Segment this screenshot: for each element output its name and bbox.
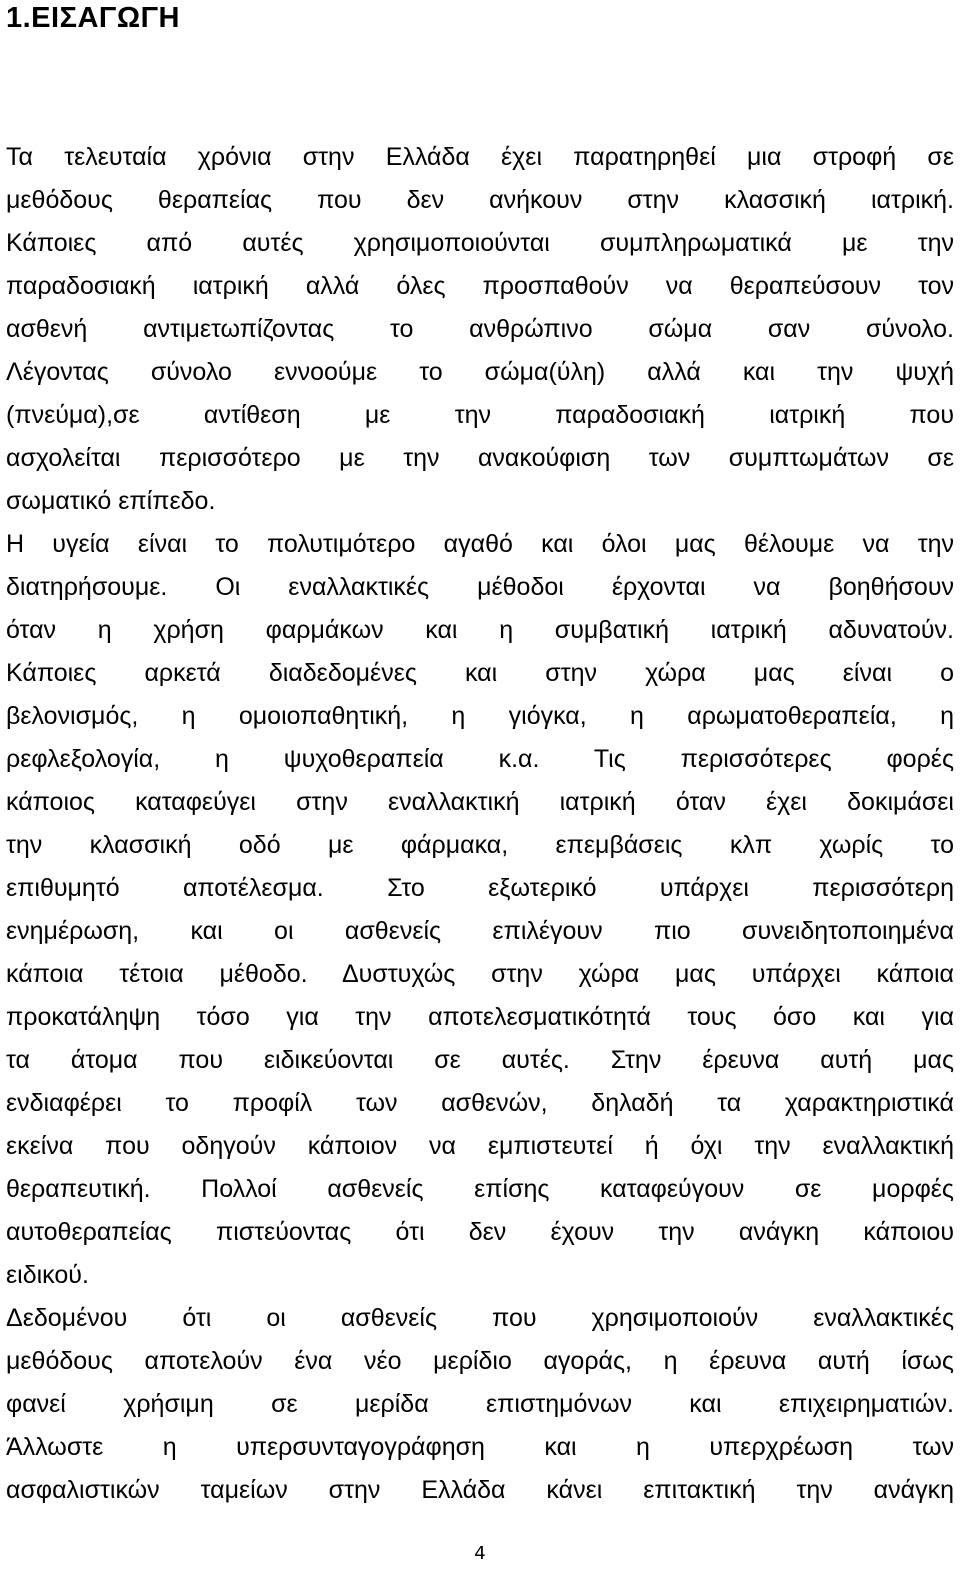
text-line: Δεδομένου ότι οι ασθενείς που χρησιμοποιούν εναλλακτικές	[6, 1304, 954, 1332]
section-heading: 1.ΕΙΣΑΓΩΓΗ	[6, 2, 180, 34]
text-line: αυτοθεραπείας πιστεύοντας ότι δεν έχουν την ανάγκη κάποιου	[6, 1218, 954, 1246]
text-line: ρεφλεξολογία, η ψυχοθεραπεία κ.α. Τις περισσότερες φορές	[6, 745, 954, 773]
text-line: παραδοσιακή ιατρική αλλά όλες προσπαθούν να θεραπεύσουν τον	[6, 272, 954, 300]
text-line: ειδικού.	[6, 1261, 89, 1289]
text-line: τα άτομα που ειδικεύονται σε αυτές. Στην έρευνα αυτή μας	[6, 1046, 954, 1074]
text-line: σωματικό επίπεδο.	[6, 487, 216, 515]
text-line: Κάποιες αρκετά διαδεδομένες και στην χώρα μας είναι ο	[6, 659, 954, 687]
text-line: βελονισμός, η ομοιοπαθητική, η γιόγκα, η αρωματοθεραπεία, η	[6, 702, 954, 730]
text-line: επιθυμητό αποτέλεσμα. Στο εξωτερικό υπάρχει περισσότερη	[6, 874, 954, 902]
text-line: διατηρήσουμε. Οι εναλλακτικές μέθοδοι έρχονται να βοηθήσουν	[6, 573, 954, 601]
text-line: ασχολείται περισσότερο με την ανακούφιση των συμπτωμάτων σε	[6, 444, 954, 472]
text-line: μεθόδους θεραπείας που δεν ανήκουν στην κλασσική ιατρική.	[6, 186, 954, 214]
text-line: φανεί χρήσιμη σε μερίδα επιστημόνων και επιχειρηματιών.	[6, 1390, 954, 1418]
text-line: Άλλωστε η υπερσυνταγογράφηση και η υπερχρέωση των	[6, 1433, 954, 1461]
text-line: (πνεύμα),σε αντίθεση με την παραδοσιακή ιατρική που	[6, 401, 954, 429]
text-line: θεραπευτική. Πολλοί ασθενείς επίσης καταφεύγουν σε μορφές	[6, 1175, 954, 1203]
text-line: κάποια τέτοια μέθοδο. Δυστυχώς στην χώρα μας υπάρχει κάποια	[6, 960, 954, 988]
text-line: όταν η χρήση φαρμάκων και η συμβατική ιατρική αδυνατούν.	[6, 616, 954, 644]
text-line: ενημέρωση, και οι ασθενείς επιλέγουν πιο συνειδητοποιημένα	[6, 917, 954, 945]
body-text	[6, 136, 954, 1512]
text-line: την κλασσική οδό με φάρμακα, επεμβάσεις κλπ χωρίς το	[6, 831, 954, 859]
text-line: ασφαλιστικών ταμείων στην Ελλάδα κάνει επιτακτική την ανάγκη	[6, 1476, 954, 1504]
text-line: Η υγεία είναι το πολυτιμότερο αγαθό και όλοι μας θέλουμε να την	[6, 530, 954, 558]
text-line: ασθενή αντιμετωπίζοντας το ανθρώπινο σώμα σαν σύνολο.	[6, 315, 954, 343]
text-line: προκατάληψη τόσο για την αποτελεσματικότητά τους όσο και για	[6, 1003, 954, 1031]
text-line: εκείνα που οδηγούν κάποιον να εμπιστευτεί ή όχι την εναλλακτική	[6, 1132, 954, 1160]
text-line: μεθόδους αποτελούν ένα νέο μερίδιο αγοράς, η έρευνα αυτή ίσως	[6, 1347, 954, 1375]
page-number: 4	[474, 1543, 486, 1564]
text-line: ενδιαφέρει το προφίλ των ασθενών, δηλαδή τα χαρακτηριστικά	[6, 1089, 954, 1117]
text-line: κάποιος καταφεύγει στην εναλλακτική ιατρική όταν έχει δοκιμάσει	[6, 788, 954, 816]
text-line: Κάποιες από αυτές χρησιμοποιούνται συμπληρωματικά με την	[6, 229, 954, 257]
text-line: Τα τελευταία χρόνια στην Ελλάδα έχει παρατηρηθεί μια στροφή σε	[6, 143, 954, 171]
text-line: Λέγοντας σύνολο εννοούμε το σώμα(ύλη) αλλά και την ψυχή	[6, 358, 954, 386]
